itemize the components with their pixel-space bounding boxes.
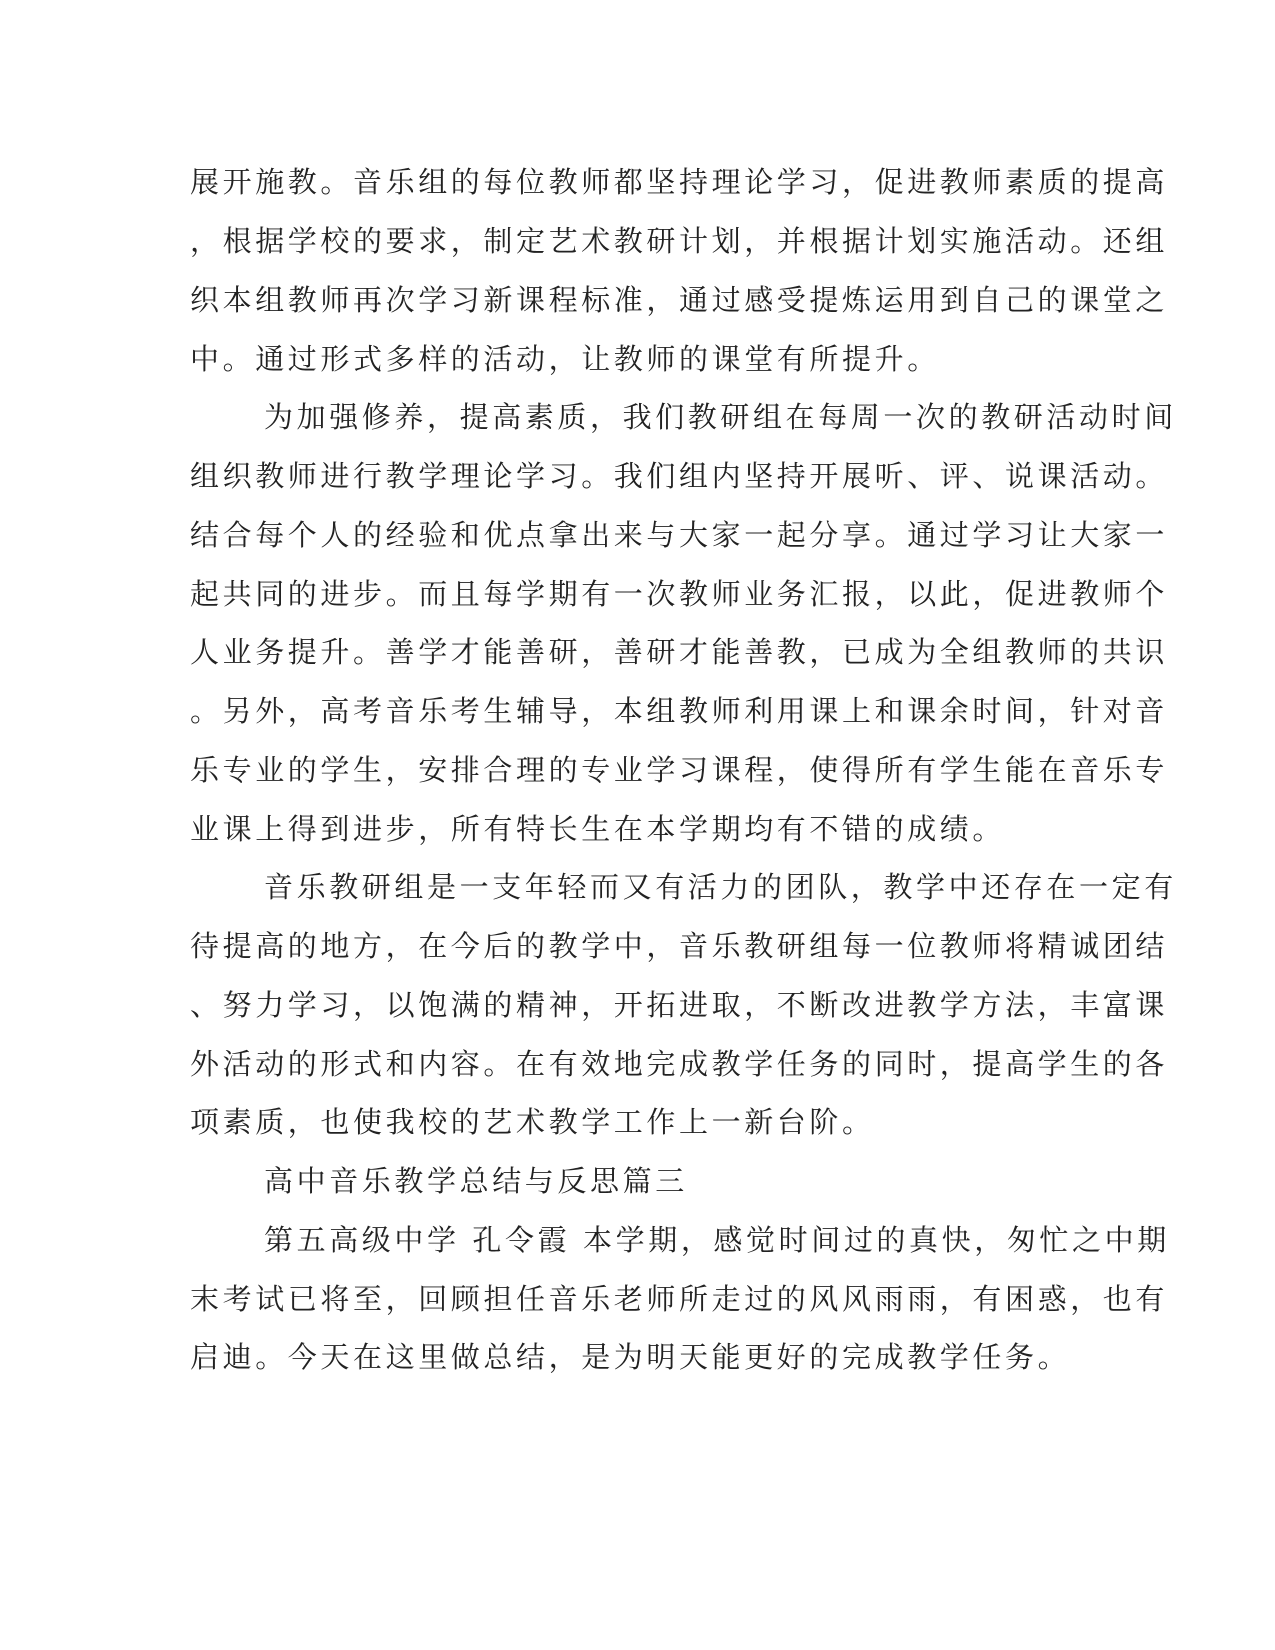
- text-line: 展开施教。音乐组的每位教师都坚持理论学习，促进教师素质的提高: [190, 165, 1169, 199]
- text-line: 。另外，高考音乐考生辅导，本组教师利用课上和课余时间，针对音: [190, 694, 1169, 728]
- text-line: 末考试已将至，回顾担任音乐老师所走过的风风雨雨，有困惑，也有: [190, 1282, 1169, 1316]
- text-line: 起共同的进步。而且每学期有一次教师业务汇报，以此，促进教师个: [190, 577, 1169, 611]
- text-line: 、努力学习，以饱满的精神，开拓进取，不断改进教学方法，丰富课: [190, 988, 1169, 1022]
- text-line: 组织教师进行教学理论学习。我们组内坚持开展听、评、说课活动。: [190, 459, 1169, 493]
- paragraph-first-line: 音乐教研组是一支年轻而又有活力的团队，教学中还存在一定有: [264, 870, 1177, 904]
- text-line: 项素质，也使我校的艺术教学工作上一新台阶。: [190, 1105, 875, 1139]
- text-line: 启迪。今天在这里做总结，是为明天能更好的完成教学任务。: [190, 1340, 1071, 1374]
- paragraph-first-line: 第五高级中学 孔令霞 本学期，感觉时间过的真快，匆忙之中期: [264, 1223, 1170, 1257]
- text-line: 外活动的形式和内容。在有效地完成教学任务的同时，提高学生的各: [190, 1047, 1169, 1081]
- section-heading: 高中音乐教学总结与反思篇三: [264, 1164, 688, 1198]
- text-line: 乐专业的学生，安排合理的专业学习课程，使得所有学生能在音乐专: [190, 753, 1169, 787]
- text-line: ，根据学校的要求，制定艺术教研计划，并根据计划实施活动。还组: [190, 224, 1169, 258]
- text-line: 待提高的地方，在今后的教学中，音乐教研组每一位教师将精诚团结: [190, 929, 1169, 963]
- text-line: 人业务提升。善学才能善研，善研才能善教，已成为全组教师的共识: [190, 635, 1169, 669]
- text-line: 织本组教师再次学习新课程标准，通过感受提炼运用到自己的课堂之: [190, 283, 1169, 317]
- text-line: 业课上得到进步，所有特长生在本学期均有不错的成绩。: [190, 812, 1006, 846]
- text-line: 结合每个人的经验和优点拿出来与大家一起分享。通过学习让大家一: [190, 518, 1169, 552]
- text-line: 中。通过形式多样的活动，让教师的课堂有所提升。: [190, 342, 940, 376]
- paragraph-first-line: 为加强修养，提高素质，我们教研组在每周一次的教研活动时间: [264, 400, 1177, 434]
